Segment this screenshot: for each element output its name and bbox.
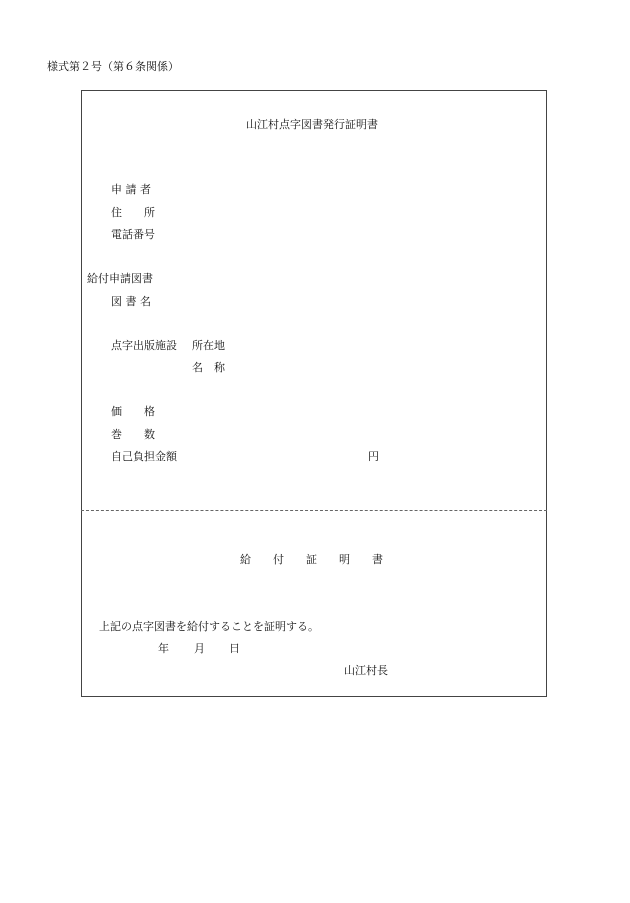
- copay-label: 自己負担金額: [111, 450, 177, 463]
- applicant-label: 申 請 者: [111, 183, 151, 196]
- volumes-label: 巻 数: [111, 428, 155, 441]
- cut-line-divider: [81, 510, 547, 511]
- date-day-label: 日: [229, 642, 240, 655]
- form-number: 様式第２号（第６条関係）: [47, 60, 179, 73]
- book-name-label: 図 書 名: [111, 295, 151, 308]
- issuer-mayor: 山江村長: [344, 664, 388, 677]
- payment-certificate-title: 給 付 証 明 書: [240, 553, 383, 566]
- date-month-label: 月: [194, 642, 205, 655]
- date-year-label: 年: [158, 642, 169, 655]
- phone-label: 電話番号: [111, 228, 155, 241]
- publisher-label: 点字出版施設: [111, 339, 177, 352]
- yen-unit: 円: [368, 450, 379, 463]
- certification-statement: 上記の点字図書を給付することを証明する。: [99, 620, 319, 633]
- publisher-location-label: 所在地: [192, 339, 225, 352]
- publisher-name-label: 名 称: [192, 361, 225, 374]
- address-label: 住 所: [111, 206, 155, 219]
- requested-book-section-label: 給付申請図書: [87, 272, 153, 285]
- certificate-title: 山江村点字図書発行証明書: [246, 118, 378, 131]
- price-label: 価 格: [111, 405, 155, 418]
- certificate-form-frame: [81, 90, 547, 697]
